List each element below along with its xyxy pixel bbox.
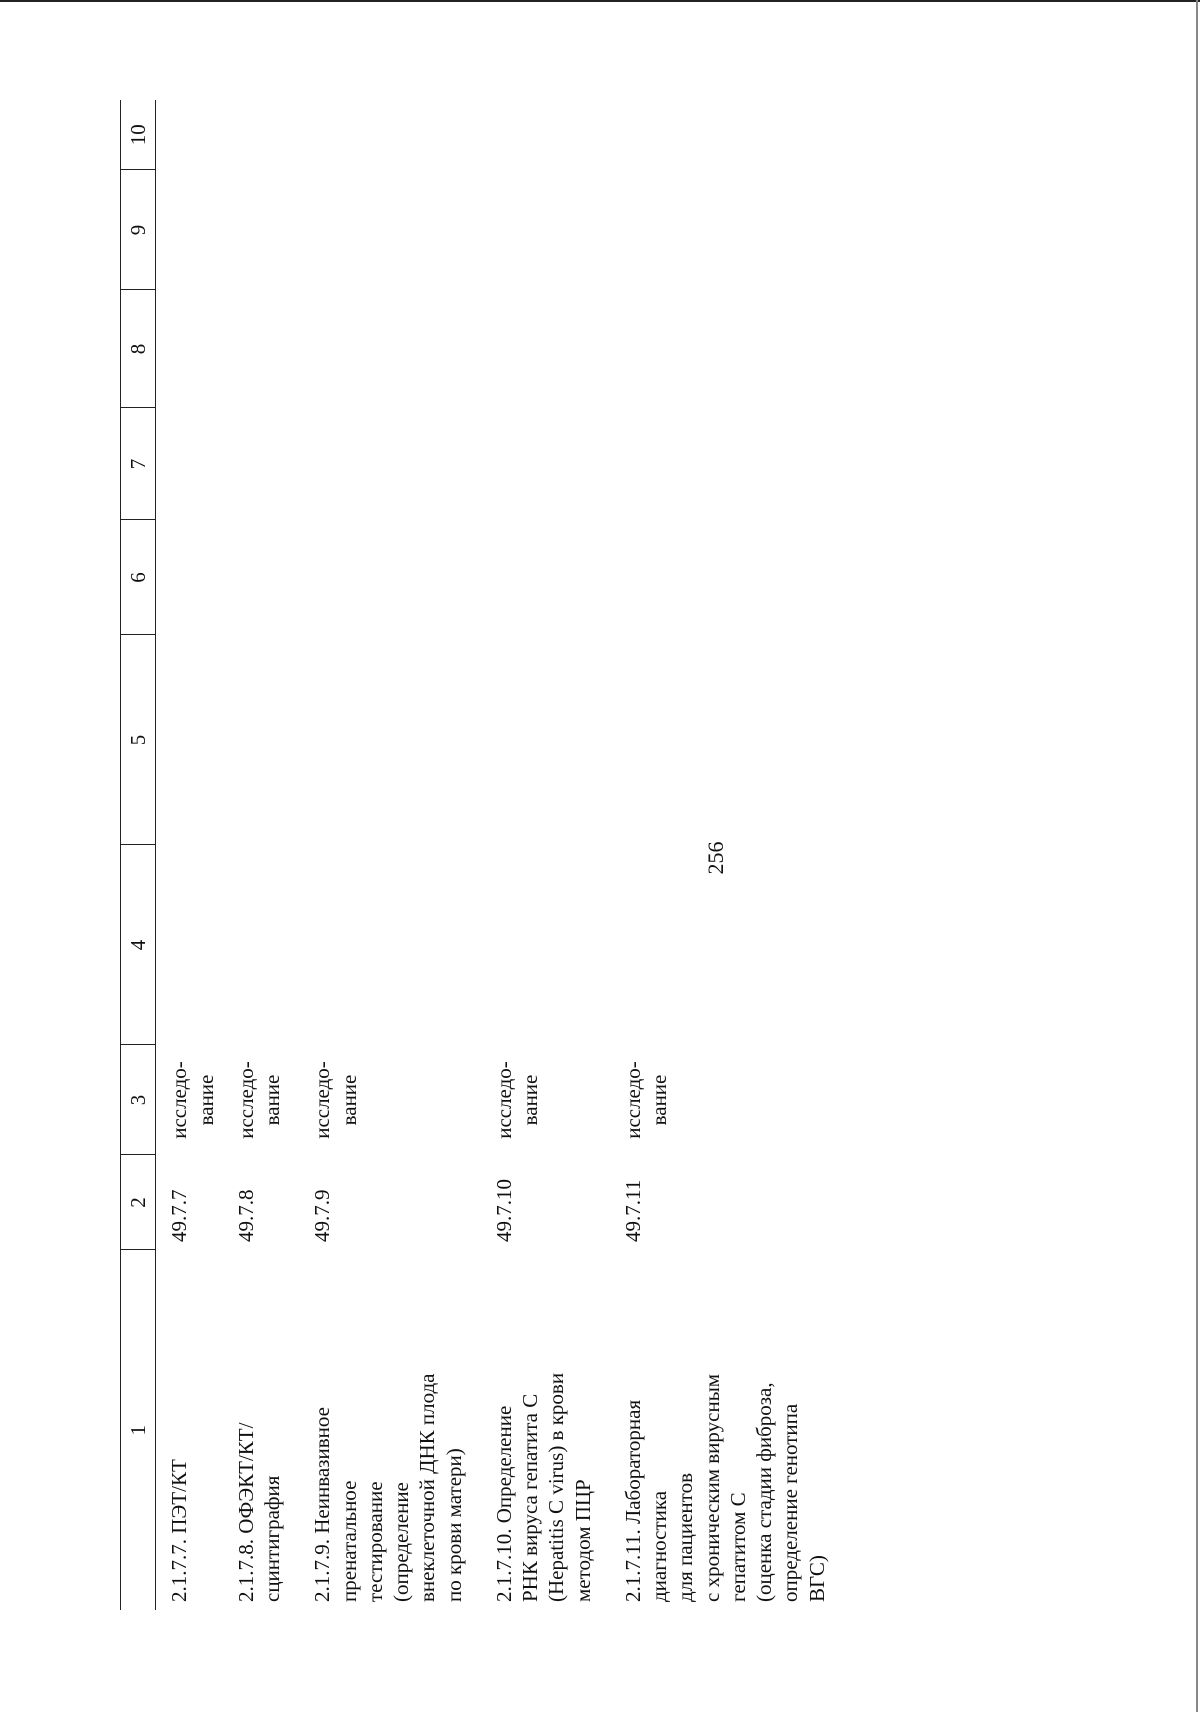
unit-cell [481, 1045, 610, 1155]
service-name-line: диагностика [647, 1490, 671, 1602]
code-cell: 49.7.11 [620, 1179, 645, 1242]
table-header-row [121, 100, 156, 1610]
service-name-line: определение генотипа [778, 1403, 803, 1602]
unit-line: вание [336, 1074, 361, 1126]
service-name-line: по крови матери) [441, 1448, 466, 1602]
header-col-2: 2 [121, 1155, 156, 1250]
service-name-line: РНК вируса гепатита С [518, 1393, 542, 1602]
header-col-10: 10 [121, 100, 156, 170]
code-cell: 49.7.7 [167, 1189, 192, 1242]
unit-line: исследо- [310, 1061, 335, 1139]
table-row [610, 100, 844, 1610]
service-name-cell [156, 1250, 223, 1610]
service-name-line: сцинтиграфия [260, 1475, 284, 1602]
table-row [299, 100, 481, 1610]
table-row [481, 100, 610, 1610]
service-name-line: с хроническим вирусным [699, 1373, 724, 1602]
service-name-cell [610, 1250, 844, 1610]
service-name-line: тестирование [362, 1481, 387, 1602]
tariff-table [120, 100, 844, 1610]
unit-line: исследо- [233, 1061, 258, 1139]
scan-edge [1196, 0, 1198, 1712]
unit-line: исследо- [167, 1061, 192, 1139]
code-cell: 49.7.9 [310, 1189, 335, 1242]
service-name-cell [299, 1250, 481, 1610]
header-col-5: 5 [121, 635, 156, 845]
code-cell: 49.7.10 [491, 1179, 516, 1242]
table-row [156, 100, 223, 1610]
table-row [223, 100, 300, 1610]
unit-line: вание [647, 1074, 671, 1126]
service-name-line: (оценка стадии фиброза, [752, 1382, 776, 1602]
service-name-line: гепатитом С [725, 1492, 750, 1602]
rotated-table-container [120, 100, 1120, 1610]
header-col-8: 8 [121, 290, 156, 408]
service-name-line: (Hepatitis C virus) в крови [544, 1372, 569, 1602]
unit-line: вание [260, 1074, 284, 1126]
service-name-line: пренатальное [336, 1480, 361, 1602]
service-name-line: 2.1.7.11. Лабораторная [620, 1399, 645, 1602]
unit-line: исследо- [620, 1061, 645, 1139]
unit-line: вание [518, 1074, 542, 1126]
unit-cell [223, 1045, 300, 1155]
service-name-line: (определение [389, 1482, 413, 1602]
page-number-text: 256 [703, 841, 728, 875]
unit-cell [299, 1045, 481, 1155]
top-border-line [0, 0, 1200, 2]
service-name-cell [481, 1250, 610, 1610]
service-name-line: 2.1.7.8. ОФЭКТ/КТ/ [233, 1422, 258, 1602]
service-name-line: 2.1.7.7. ПЭТ/КТ [167, 1459, 192, 1602]
header-col-6: 6 [121, 520, 156, 635]
service-name-line: ВГС) [804, 1555, 829, 1602]
service-name-cell [223, 1250, 300, 1610]
service-name-line: для пациентов [673, 1473, 698, 1602]
header-col-7: 7 [121, 408, 156, 520]
header-col-1: 1 [121, 1250, 156, 1610]
header-col-9: 9 [121, 170, 156, 290]
unit-cell [610, 1045, 844, 1155]
service-name-line: 2.1.7.9. Неинвазивное [310, 1407, 335, 1602]
unit-line: вание [193, 1074, 218, 1126]
code-cell: 49.7.8 [233, 1189, 258, 1242]
header-col-3: 3 [121, 1045, 156, 1155]
unit-line: исследо- [491, 1061, 516, 1139]
unit-cell [156, 1045, 223, 1155]
service-name-line: 2.1.7.10. Определение [491, 1405, 516, 1602]
service-name-line: методом ПЦР [570, 1479, 595, 1602]
header-col-4: 4 [121, 845, 156, 1045]
service-name-line: внеклеточной ДНК плода [415, 1373, 440, 1602]
